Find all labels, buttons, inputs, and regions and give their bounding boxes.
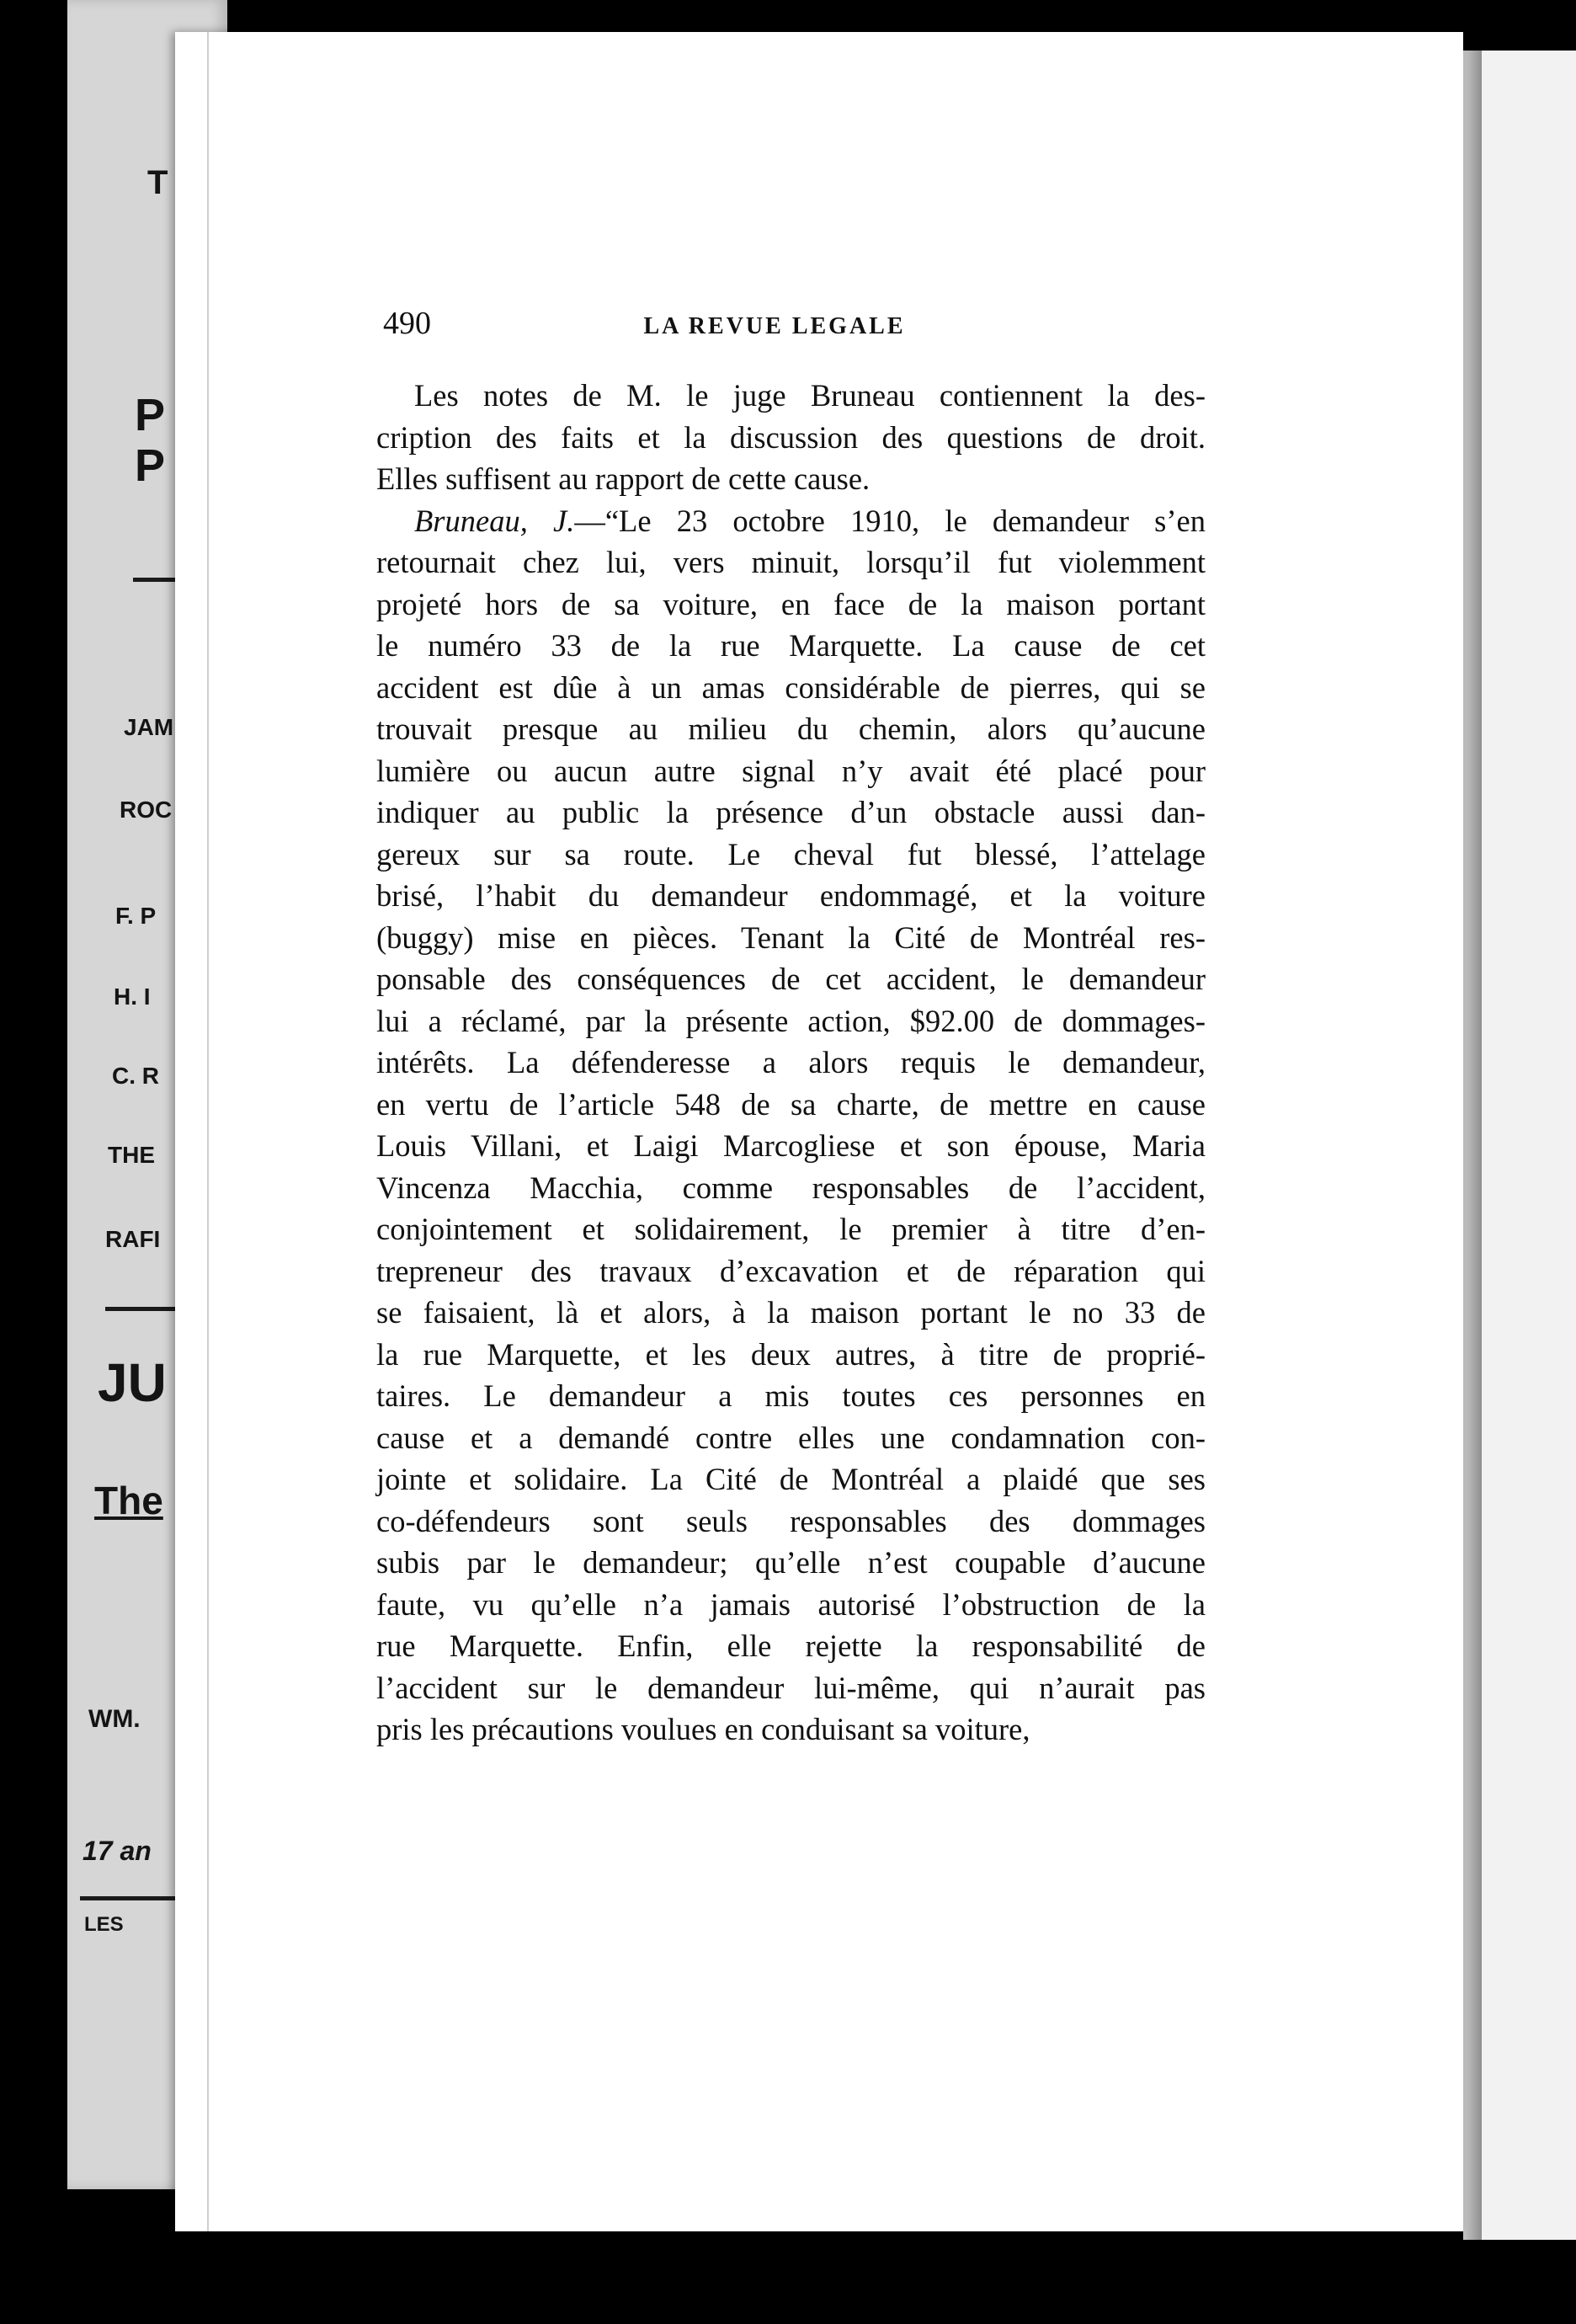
running-title: LA REVUE LEGALE	[643, 313, 906, 339]
left-fragment: JU	[98, 1352, 167, 1413]
text-line: le numéro 33 de la rue Marquette. La cause de cet	[376, 628, 1206, 663]
text-line: subis par le demandeur; qu’elle n’est coupable d’aucune	[376, 1545, 1206, 1580]
text-line: ponsable des conséquences de cet accident, le demandeur	[376, 962, 1206, 996]
text-line: retournait chez lui, vers minuit, lorsqu’il fut violemment	[376, 545, 1206, 579]
text-line: lui a réclamé, par la présente action, $92.00 de dommages-	[376, 1003, 1206, 1038]
text-line	[376, 500, 1206, 542]
text-line: projeté hors de sa voiture, en face de la maison portant	[376, 586, 1206, 621]
text-line: brisé, l’habit du demandeur endommagé, et la voiture	[376, 878, 1206, 913]
text-line: cription des faits et la discussion des questions de droit.	[376, 419, 1206, 455]
left-fragment: RAFI	[105, 1226, 161, 1252]
text-line: taires. Le demandeur a mis toutes ces personnes en	[376, 1378, 1206, 1413]
left-fragment: JAM	[124, 714, 174, 740]
left-fragment: H. I	[114, 983, 151, 1010]
left-fragment: The	[94, 1479, 163, 1522]
text-line: Vincenza Macchia, comme responsables de l’accident,	[376, 1170, 1206, 1205]
judge-name: Bruneau, J.	[414, 503, 575, 538]
text-line: l’accident sur le demandeur lui-même, qui n’aurait pas	[376, 1670, 1206, 1705]
text-line: se faisaient, là et alors, à la maison portant le no 33 de	[376, 1295, 1206, 1330]
left-fragment: F. P	[115, 903, 157, 929]
left-fragment: 17 an	[83, 1836, 152, 1866]
right-page-edge	[1482, 51, 1576, 2240]
text-line: Elles suffisent au rapport de cette cause.	[376, 461, 871, 496]
text-line: lumière ou aucun autre signal n’y avait été placé pour	[376, 753, 1206, 788]
page-header	[383, 305, 1115, 355]
left-fragment: LES	[84, 1913, 124, 1936]
page-number: 490	[383, 306, 431, 341]
right-page-shadow	[1463, 51, 1482, 2240]
text-line: (buggy) mise en pièces. Tenant la Cité de Montréal res-	[376, 919, 1206, 955]
text-line: co-défendeurs sont seuls responsables des dommages	[376, 1503, 1206, 1538]
text-line: Les notes de M. le juge Bruneau contiennent la des-	[414, 378, 1206, 413]
text-line: faute, vu qu’elle n’a jamais autorisé l’obstruction de la	[376, 1586, 1206, 1622]
text-line: cause et a demandé contre elles une condamnation con-	[376, 1420, 1206, 1455]
text-line: pris les précautions voulues en conduisant sa voiture,	[376, 1712, 1030, 1746]
text-line: jointe et solidaire. La Cité de Montréal a plaidé que ses	[376, 1462, 1206, 1496]
left-fragment: ROC	[120, 797, 173, 823]
left-fragment: P	[135, 390, 166, 440]
text-line: intérêts. La défenderesse a alors requis le demandeur,	[376, 1045, 1206, 1079]
left-fragment: WM.	[88, 1705, 141, 1733]
text-line: gereux sur sa route. Le cheval fut blessé, l’attelage	[376, 836, 1206, 872]
text-line: trepreneur des travaux d’excavation et de réparation qui	[376, 1253, 1206, 1288]
text-line: conjointement et solidairement, le premier à titre d’en-	[376, 1212, 1206, 1246]
text-line: accident est dûe à un amas considérable de pierres, qui se	[376, 669, 1206, 705]
text-line: en vertu de l’article 548 de sa charte, de mettre en cause	[376, 1086, 1206, 1122]
left-fragment: P	[135, 440, 166, 491]
text-line: Louis Villani, et Laigi Marcogliese et son épouse, Maria	[376, 1128, 1206, 1163]
left-fragment: THE	[108, 1142, 155, 1168]
left-fragment: C. R	[112, 1063, 159, 1089]
text-line-rest: —“Le 23 octobre 1910, le demandeur s’en	[574, 503, 1206, 538]
paragraph-2	[376, 500, 1206, 1751]
page-edge-line	[207, 32, 209, 2231]
text-line: trouvait presque au milieu du chemin, alors qu’aucune	[376, 712, 1206, 746]
text-line: indiquer au public la présence d’un obstacle aussi dan-	[376, 795, 1206, 829]
paragraph-1	[376, 375, 1206, 500]
left-fragment: T	[147, 164, 168, 201]
text-line: rue Marquette. Enfin, elle rejette la responsabilité de	[376, 1628, 1206, 1663]
text-line: la rue Marquette, et les deux autres, à titre de proprié-	[376, 1336, 1206, 1372]
body-text	[376, 375, 1206, 1751]
